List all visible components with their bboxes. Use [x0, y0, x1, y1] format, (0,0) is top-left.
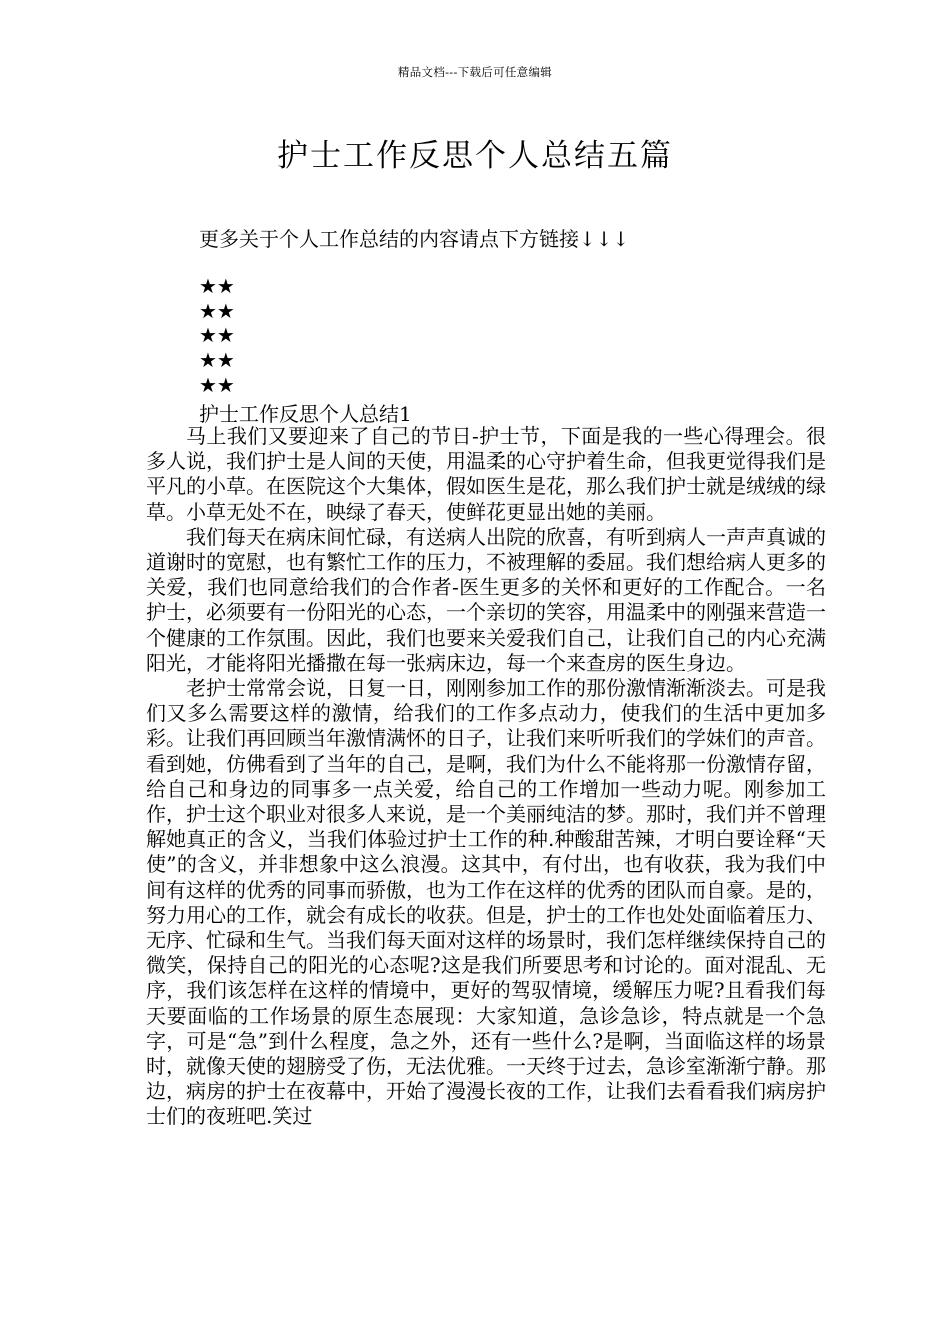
paragraph: 马上我们又要迎来了自己的节日-护士节，下面是我的一些心得理会。很多人说，我们护士是人间的天使，用温柔的心守护着生命，但我更觉得我们是平凡的小草。在医院这个大集体，假如医生是花，那么我们护士就是绒绒的绿草。小草无处不在，映绿了春天，使鲜花更显出她的美丽。 — [146, 424, 826, 524]
paragraph: 我们每天在病床间忙碌，有送病人出院的欣喜，有听到病人一声声真诚的道谢时的宽慰，也有繁忙工作的压力，不被理解的委屈。我们想给病人更多的关爱，我们也同意给我们的合作者-医生更多的关怀和更好的工作配合。一名护士，必须要有一份阳光的心态，一个亲切的笑容，用温柔中的刚强来营造一个健康的工作氛围。因此，我们也要来关爱我们自己，让我们自己的内心充满阳光，才能将阳光播撒在每一张病床边，每一个来查房的医生身边。 — [146, 524, 826, 675]
page-header: 精品文档---下载后可任意编辑 — [397, 65, 553, 79]
page-title: 护士工作反思个人总结五篇 — [277, 138, 673, 174]
star-row: ★★ — [199, 323, 235, 348]
star-row: ★★ — [199, 274, 235, 298]
star-list — [199, 274, 235, 397]
star-row: ★★ — [199, 372, 235, 397]
star-row: ★★ — [199, 298, 235, 323]
more-link-text[interactable]: 更多关于个人工作总结的内容请点下方链接↓↓↓ — [199, 227, 630, 251]
paragraph: 老护士常常会说，日复一日，刚刚参加工作的那份激情渐渐淡去。可是我们又多么需要这样的激情，给我们的工作多点动力，使我们的生活中更加多彩。让我们再回顾当年激情满怀的日子，让我们来听听我们的学妹们的声音。看到她，仿佛看到了当年的自己，是啊，我们为什么不能将那一份激情存留，给自己和身边的同事多一点关爱，给自己的工作增加一些动力呢。刚参加工作，护士这个职业对很多人来说，是一个美丽纯洁的梦。那时，我们并不曾理解她真正的含义，当我们体验过护士工作的种.种酸甜苦辣，才明白要诠释“天使”的含义，并非想象中这么浪漫。这其中，有付出，也有收获，我为我们中间有这样的优秀的同事而骄傲，也为工作在这样的优秀的团队而自豪。是的，努力用心的工作，就会有成长的收获。但是，护士的工作也处处面临着压力、无序、忙碌和生气。当我们每天面对这样的场景时，我们怎样继续保持自己的微笑，保持自己的阳光的心态呢?这是我们所要思考和讨论的。面对混乱、无序，我们该怎样在这样的情境中，更好的驾驭情境，缓解压力呢?且看我们每天要面临的工作场景的原生态展现：大家知道，急诊急诊，特点就是一个急字，可是“急”到什么程度，急之外，还有一些什么?是啊，当面临这样的场景时，就像天使的翅膀受了伤，无法优雅。一天终于过去，急诊室渐渐宁静。那边，病房的护士在夜幕中，开始了漫漫长夜的工作，让我们去看看我们病房护士们的夜班吧.笑过 — [146, 676, 826, 1129]
article-body — [146, 424, 826, 1130]
star-row: ★★ — [199, 348, 235, 373]
section-title: 护士工作反思个人总结1 — [199, 402, 412, 426]
